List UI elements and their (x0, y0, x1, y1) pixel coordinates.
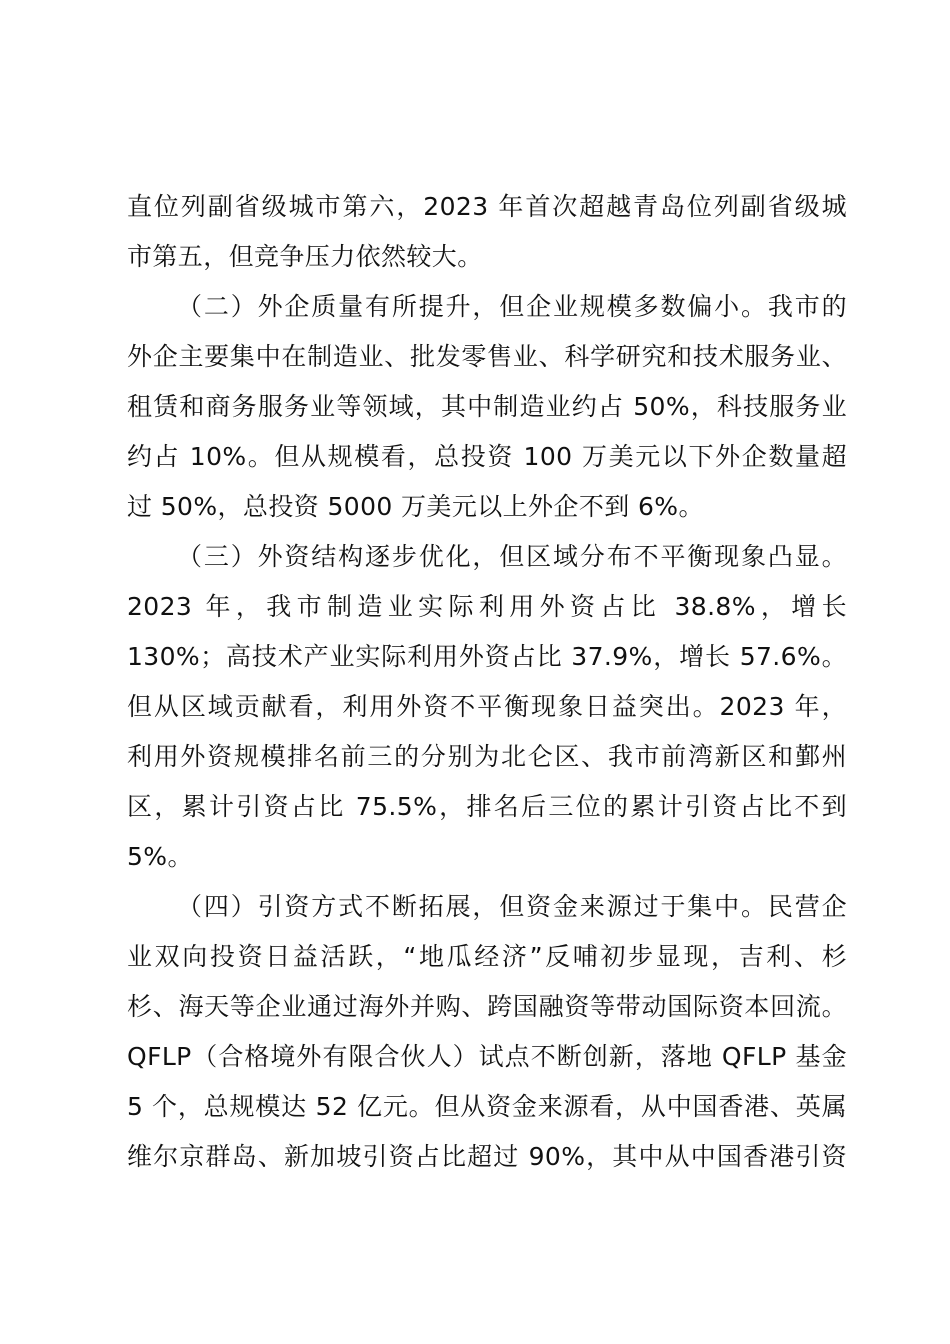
text-line: 5%。 (127, 842, 193, 871)
text-line: 约占 10%。但从规模看，总投资 100 万美元以下外企数量超 (127, 442, 847, 471)
text-line: 5 个，总规模达 52 亿元。但从资金来源看，从中国香港、英属 (127, 1092, 847, 1121)
text-line: 利用外资规模排名前三的分别为北仑区、我市前湾新区和鄞州 (127, 742, 847, 771)
text-line: 2023 年，我市制造业实际利用外资占比 38.8%，增长 (127, 592, 847, 621)
text-line: 租赁和商务服务业等领域，其中制造业约占 50%，科技服务业 (127, 392, 847, 421)
paragraph-heading-4: （四）引资方式不断拓展，但资金来源过于集中。民营企 (177, 892, 847, 921)
text-line: 过 50%，总投资 5000 万美元以上外企不到 6%。 (127, 492, 704, 521)
text-line: 直位列副省级城市第六，2023 年首次超越青岛位列副省级城 (127, 192, 847, 221)
text-line: QFLP（合格境外有限合伙人）试点不断创新，落地 QFLP 基金 (127, 1042, 847, 1071)
paragraph-heading-2: （二）外企质量有所提升，但企业规模多数偏小。我市的 (177, 292, 847, 321)
text-line: 市第五，但竞争压力依然较大。 (127, 242, 483, 271)
text-line: 区，累计引资占比 75.5%，排名后三位的累计引资占比不到 (127, 792, 847, 821)
text-line: 杉、海天等企业通过海外并购、跨国融资等带动国际资本回流。 (127, 992, 847, 1021)
text-line: 但从区域贡献看，利用外资不平衡现象日益突出。2023 年， (127, 692, 847, 721)
text-line: 业双向投资日益活跃，“地瓜经济”反哺初步显现，吉利、杉 (127, 942, 847, 971)
paragraph-heading-3: （三）外资结构逐步优化，但区域分布不平衡现象凸显。 (177, 542, 847, 571)
text-line: 维尔京群岛、新加坡引资占比超过 90%，其中从中国香港引资 (127, 1142, 847, 1171)
text-line: 130%；高技术产业实际利用外资占比 37.9%，增长 57.6%。 (127, 642, 847, 671)
text-line: 外企主要集中在制造业、批发零售业、科学研究和技术服务业、 (127, 342, 847, 371)
